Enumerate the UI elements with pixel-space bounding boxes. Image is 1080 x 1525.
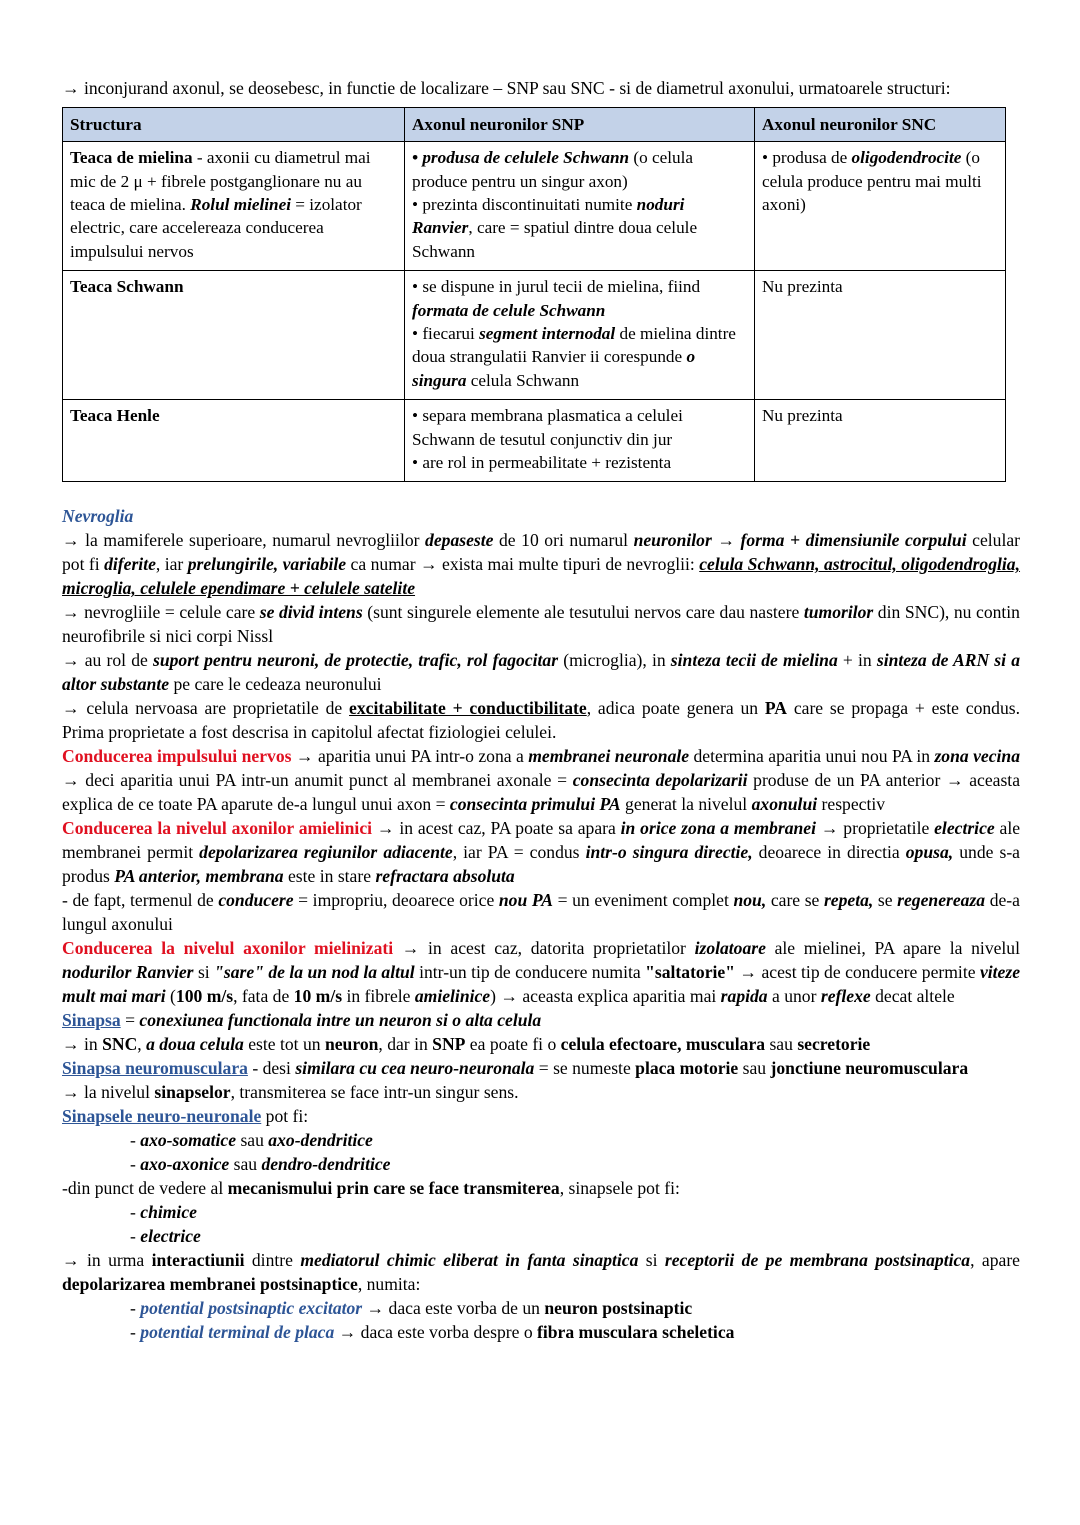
cell-text: Nu prezinta xyxy=(762,406,843,426)
emph-dendro-dendritice: dendro-dendritice xyxy=(261,1154,391,1175)
emph-receptorii: receptorii de pe membrana postsinaptica xyxy=(664,1250,971,1271)
body-text: ale mielinei, PA apare la nivelul xyxy=(765,938,1020,959)
emph-pa-anterior: PA anterior, membrana xyxy=(114,866,284,887)
emph-celula-efectoare: celula efectoare, musculara xyxy=(560,1034,766,1055)
intro-text: inconjurand axonul, se deosebesc, in functie de localizare – SNP sau SNC - si de diametrul axonului, urmatoarele structuri: xyxy=(79,77,951,98)
body-text: daca este vorba despre o xyxy=(360,1322,538,1343)
body-text: produse de un PA anterior xyxy=(747,770,946,791)
term-teaca-mielina: Teaca de mielina xyxy=(70,148,193,168)
emph-axo-axonice: axo-axonice xyxy=(140,1154,230,1175)
body-text: = xyxy=(120,1010,140,1031)
emph-conducere: conducere xyxy=(218,890,294,911)
body-text: , apare xyxy=(970,1250,1020,1271)
list-item xyxy=(62,1128,1020,1152)
body-text: de-a lungul axonului xyxy=(62,890,1020,935)
emph-axonului: axonului xyxy=(751,794,818,815)
body-text: determina aparitia unui nou PA in xyxy=(689,746,935,767)
cell-structura-henle xyxy=(63,400,405,482)
body-text: si xyxy=(638,1250,665,1271)
conducere-paragraph-4 xyxy=(62,936,1020,1008)
emph-sare-nod: "sare" de la un nod la altul xyxy=(214,962,415,983)
body-text: -din punct de vedere al xyxy=(62,1178,228,1199)
nevroglia-paragraph-3 xyxy=(62,648,1020,696)
arrow-glyph: → xyxy=(334,1322,361,1343)
emph-sinapselor: sinapselor xyxy=(154,1082,231,1103)
intro-paragraph xyxy=(62,76,1020,100)
body-text: celula nervoasa are proprietatile de xyxy=(79,698,350,719)
emph-secretorie: secretorie xyxy=(797,1034,871,1055)
body-text: (microglia), in xyxy=(558,650,671,671)
body-text: ea poate fi o xyxy=(465,1034,561,1055)
heading-nevroglia: Nevroglia xyxy=(62,506,134,527)
arrow-glyph: → xyxy=(62,77,80,98)
cell-text: Nu prezinta xyxy=(762,277,843,297)
cell-text: • separa membrana plasmatica a celulei Schwann de tesutul conjunctiv din jur xyxy=(412,406,683,449)
emph-opusa: opusa, xyxy=(905,842,954,863)
emph-amielinice: amielinice xyxy=(414,986,491,1007)
arrow-glyph: → xyxy=(62,1034,80,1055)
body-text: sau xyxy=(765,1034,798,1055)
emph-mecanismului: mecanismului prin care se face transmiterea xyxy=(227,1178,560,1199)
arrow-glyph: → xyxy=(62,650,80,671)
conducere-paragraph-3 xyxy=(62,888,1020,936)
cell-snc-mielina xyxy=(755,142,1006,271)
body-text: - de fapt, termenul de xyxy=(62,890,219,911)
emph-rol-suport: suport pentru neuroni, de protectie, trafic, rol fagocitar xyxy=(152,650,559,671)
cell-snc-henle xyxy=(755,400,1006,482)
emph-depolarizarea-regiunilor: depolarizarea regiunilor adiacente xyxy=(199,842,453,863)
term-noduri-ranvier: noduri Ranvier xyxy=(412,195,685,238)
body-text: sau xyxy=(229,1154,262,1175)
emph-saltatorie: "saltatorie" xyxy=(645,962,735,983)
cell-structura-schwann xyxy=(63,271,405,400)
emph-orice-zona: in orice zona a membranei xyxy=(620,818,816,839)
heading-sinapsele-neuro-neuronale: Sinapsele neuro-neuronale xyxy=(62,1106,262,1127)
cell-snp-henle xyxy=(405,400,755,482)
heading-conducerea-amielinici: Conducerea la nivelul axonilor amielinici xyxy=(62,818,373,839)
conducere-paragraph-1 xyxy=(62,744,1020,816)
emph-prelungirile: prelungirile, variabile xyxy=(187,554,347,575)
emph-viteze-mari: viteze mult mai mari xyxy=(62,962,1021,1007)
cell-text: • fiecarui xyxy=(412,323,480,343)
body-text: = un eveniment complet xyxy=(553,890,734,911)
emph-diferite: diferite xyxy=(104,554,156,575)
cell-snc-schwann xyxy=(755,271,1006,400)
emph-chimice: chimice xyxy=(140,1202,197,1223)
term-teaca-henle: Teaca Henle xyxy=(70,406,160,426)
emph-refractara-absoluta: refractara absoluta xyxy=(375,866,515,887)
cell-snp-mielina xyxy=(405,142,755,271)
emph-depolarizarea-postsinaptice: depolarizarea membranei postsinaptice xyxy=(62,1274,358,1295)
emph-reflexe: reflexe xyxy=(820,986,871,1007)
body-text: generat la nivelul xyxy=(620,794,752,815)
body-text: - desi xyxy=(247,1058,296,1079)
arrow-glyph: → xyxy=(420,554,438,575)
cell-text: • produsa de xyxy=(762,148,852,168)
body-text: respectiv xyxy=(817,794,886,815)
body-text: acest tip de conducere permite xyxy=(761,962,980,983)
body-text: exista mai multe tipuri de nevroglii: xyxy=(437,554,700,575)
sinapsa-paragraph-2 xyxy=(62,1032,1020,1056)
body-text: in fibrele xyxy=(342,986,415,1007)
body-text: sau xyxy=(738,1058,771,1079)
cell-snp-schwann xyxy=(405,271,755,400)
emph-regenereaza: regenereaza xyxy=(897,890,986,911)
body-text: unde s-a produs xyxy=(62,842,1020,887)
emph-conexiunea-functionala: conexiunea functionala intre un neuron si o alta celula xyxy=(139,1010,542,1031)
body-text: = impropriu, deoarece orice xyxy=(293,890,499,911)
structures-table xyxy=(62,107,1006,482)
emph-placa-motorie: placa motorie xyxy=(635,1058,739,1079)
emph-sinteza-mielina: sinteza tecii de mielina xyxy=(670,650,838,671)
arrow-glyph: → xyxy=(62,1250,80,1271)
list-item xyxy=(62,1296,1020,1320)
cell-text: (o celula produce pentru un singur axon) xyxy=(412,148,694,191)
sinapsa-definition xyxy=(62,1008,1020,1032)
body-text: a unor xyxy=(767,986,821,1007)
emph-depaseste: depaseste xyxy=(425,530,494,551)
term-teaca-schwann: Teaca Schwann xyxy=(70,277,184,297)
list-item xyxy=(62,1152,1020,1176)
emph-consecinta-depolarizarii: consecinta depolarizarii xyxy=(572,770,748,791)
emph-pa: PA xyxy=(764,698,788,719)
emph-sinteza-arn: sinteza de ARN si a altor substante xyxy=(62,650,1020,695)
body-text: , sinapsele pot fi: xyxy=(559,1178,680,1199)
conducere-paragraph-2 xyxy=(62,816,1020,888)
emph-zona-vecina: zona vecina xyxy=(934,746,1021,767)
emph-membranei-neuronale: membranei neuronale xyxy=(528,746,690,767)
table-header-row xyxy=(63,107,1006,141)
sinapsa-paragraph-4 xyxy=(62,1080,1020,1104)
arrow-glyph: → xyxy=(62,1082,80,1103)
cell-structura-mielina xyxy=(63,142,405,271)
emph-neuronilor: neuronilor xyxy=(633,530,712,551)
term-segment-internodal: segment internodal xyxy=(479,323,616,343)
body-text: aparitia unui PA intr-o zona a xyxy=(317,746,529,767)
arrow-glyph: → xyxy=(62,698,80,719)
emph-snc: SNC xyxy=(102,1034,138,1055)
sinapsa-neuromusculara-paragraph xyxy=(62,1056,1020,1080)
arrow-glyph: → xyxy=(372,818,400,839)
emph-axo-dendritice: axo-dendritice xyxy=(268,1130,373,1151)
mecanism-paragraph xyxy=(62,1176,1020,1200)
arrow-glyph: → xyxy=(945,770,964,791)
body-text: , transmiterea se face intr-un singur sens. xyxy=(230,1082,519,1103)
emph-neuron: neuron xyxy=(324,1034,379,1055)
arrow-glyph: → xyxy=(735,962,762,983)
emph-consecinta-primului-pa: consecinta primului PA xyxy=(449,794,621,815)
body-text: se xyxy=(873,890,898,911)
body-text: aceasta explica aparitia mai xyxy=(517,986,721,1007)
body-text: dintre xyxy=(244,1250,301,1271)
list-item xyxy=(62,1320,1020,1344)
body-text: , xyxy=(137,1034,147,1055)
cell-text: celula Schwann xyxy=(466,370,580,390)
body-text: ) xyxy=(490,986,501,1007)
body-text: , dar in xyxy=(378,1034,433,1055)
dash-glyph: - xyxy=(130,1130,141,1151)
bullet-produsa-schwann: • produsa de celulele Schwann xyxy=(412,148,630,168)
body-text: pe care le cedeaza neuronului xyxy=(169,674,382,695)
body-text: in urma xyxy=(79,1250,152,1271)
cell-text: • are rol in permeabilitate + rezistenta xyxy=(412,452,672,472)
section-nevroglia xyxy=(62,504,1020,744)
nevroglia-paragraph-2 xyxy=(62,600,1020,648)
body-text: in acest caz, datorita proprietatilor xyxy=(428,938,695,959)
interactiune-paragraph xyxy=(62,1248,1020,1296)
emph-intr-o-singura-directie: intr-o singura directie, xyxy=(585,842,753,863)
arrow-glyph: → xyxy=(711,530,741,551)
term-formata-celule-schwann: formata de celule Schwann xyxy=(412,300,606,320)
emph-forma-dimensiuni: forma + dimensiunile corpului xyxy=(740,530,967,551)
dash-glyph: - xyxy=(130,1202,141,1223)
body-text: intr-un tip de conducere numita xyxy=(414,962,646,983)
body-text: sau xyxy=(236,1130,269,1151)
arrow-glyph: → xyxy=(362,1298,389,1319)
emph-similara: similara cu cea neuro-neuronala xyxy=(295,1058,535,1079)
value-100ms: 100 m/s xyxy=(175,986,234,1007)
heading-sinapsa-neuromusculara: Sinapsa neuromusculara xyxy=(62,1058,248,1079)
body-text: ( xyxy=(165,986,176,1007)
body-text: celular pot fi xyxy=(62,530,1020,575)
body-text: daca este vorba de un xyxy=(388,1298,545,1319)
body-text: de 10 ori numarul xyxy=(493,530,634,551)
emph-izolatoare: izolatoare xyxy=(694,938,766,959)
emph-fibra-musculara: fibra musculara scheletica xyxy=(537,1322,735,1343)
list-item xyxy=(62,1200,1020,1224)
section-sinapsa xyxy=(62,1008,1020,1344)
arrow-glyph: → xyxy=(62,602,80,623)
body-text: deci aparitia unui PA intr-un anumit punct al membranei axonale = xyxy=(85,770,573,791)
emph-electrice: electrice xyxy=(934,818,995,839)
cell-text: = izolator electric, care accelereaza conducerea impulsului nervos xyxy=(70,195,362,261)
body-text: proprietatile xyxy=(843,818,935,839)
term-oligodendrocite: oligodendrocite xyxy=(851,148,962,168)
emph-repeta: repeta, xyxy=(823,890,874,911)
heading-conducerea-mielinizati: Conducerea la nivelul axonilor mielinizati xyxy=(62,938,394,959)
cell-text: , care = spatiul dintre doua celule Schwann xyxy=(412,218,698,261)
cell-text: de mielina dintre doua strangulatii Ranvier ii corespunde xyxy=(412,323,736,367)
table-row xyxy=(63,142,1006,271)
body-text: + in xyxy=(837,650,877,671)
emph-noduri-ranvier: nodurilor Ranvier xyxy=(62,962,194,983)
body-text: in acest caz, PA poate sa apara xyxy=(399,818,621,839)
emph-nou-pa: nou PA xyxy=(498,890,554,911)
body-text: , fata de xyxy=(233,986,294,1007)
table-header-snc: Axonul neuronilor SNC xyxy=(755,107,1006,141)
body-text: , iar xyxy=(155,554,188,575)
emph-potential-excitator: potential postsinaptic excitator xyxy=(140,1298,363,1319)
emph-tumorilor: tumorilor xyxy=(803,602,874,623)
arrow-glyph: → xyxy=(816,818,844,839)
list-item xyxy=(62,1224,1020,1248)
emph-interactiunii: interactiunii xyxy=(151,1250,245,1271)
body-text: este in stare xyxy=(283,866,376,887)
term-rolul-mielinei: Rolul mielinei xyxy=(190,195,291,215)
arrow-glyph: → xyxy=(500,986,518,1007)
body-text: ca numar xyxy=(346,554,420,575)
body-text: si xyxy=(193,962,215,983)
body-text: , iar PA = condus xyxy=(452,842,586,863)
body-text: nevrogliile = celule care xyxy=(79,602,260,623)
emph-snp: SNP xyxy=(432,1034,466,1055)
emph-potential-terminal-placa: potential terminal de placa xyxy=(140,1322,335,1343)
body-text: (sunt singurele elemente ale tesutului nervos care dau nastere xyxy=(362,602,804,623)
body-text: din SNC), nu contin neurofibrile si nici corpi Nissl xyxy=(62,602,1020,647)
dash-glyph: - xyxy=(130,1154,141,1175)
body-text: aceasta explica de ce toate PA aparute de-a lungul unui axon = xyxy=(62,770,1021,815)
heading-conducerea-impulsului: Conducerea impulsului nervos xyxy=(62,746,292,767)
section-conducere xyxy=(62,744,1020,1008)
document-content xyxy=(62,58,1020,1344)
cell-text: • se dispune in jurul tecii de mielina, fiind xyxy=(412,277,701,297)
arrow-glyph: → xyxy=(62,770,86,791)
heading-sinapsa: Sinapsa xyxy=(62,1010,121,1031)
body-text: este tot un xyxy=(243,1034,325,1055)
body-text: care se propaga + este condus. Prima proprietate a fost descrisa in capitolul afectat fiziologiei celulei. xyxy=(62,698,1021,743)
nevroglia-paragraph-4 xyxy=(62,696,1020,744)
cell-text: (o celula produce pentru mai multi axoni) xyxy=(762,148,982,215)
arrow-glyph: → xyxy=(393,938,429,959)
body-text: in xyxy=(79,1034,103,1055)
dash-glyph: - xyxy=(130,1298,141,1319)
emph-electrice: electrice xyxy=(140,1226,201,1247)
body-text: au rol de xyxy=(79,650,153,671)
dash-glyph: - xyxy=(130,1322,141,1343)
emph-excitabilitate: excitabilitate + conductibilitate xyxy=(349,698,587,719)
emph-jonctiune: jonctiune neuromusculara xyxy=(770,1058,969,1079)
body-text: la nivelul xyxy=(79,1082,155,1103)
emph-neuron-postsinaptic: neuron postsinaptic xyxy=(544,1298,693,1319)
sinapse-neuro-neuronale-line xyxy=(62,1104,1020,1128)
emph-axo-somatice: axo-somatice xyxy=(140,1130,237,1151)
table-header-snp: Axonul neuronilor SNP xyxy=(405,107,755,141)
table-row xyxy=(63,400,1006,482)
arrow-glyph: → xyxy=(291,746,318,767)
body-text: , adica poate genera un xyxy=(586,698,765,719)
table-header-structura: Structura xyxy=(63,107,405,141)
emph-a-doua-celula: a doua celula xyxy=(146,1034,244,1055)
emph-rapida: rapida xyxy=(720,986,768,1007)
nevroglia-paragraph-1 xyxy=(62,528,1020,600)
emph-mediatorul-chimic: mediatorul chimic eliberat in fanta sinaptica xyxy=(300,1250,639,1271)
emph-se-divid-intens: se divid intens xyxy=(259,602,363,623)
body-text: , numita: xyxy=(357,1274,421,1295)
body-text: = se numeste xyxy=(534,1058,636,1079)
dash-glyph: - xyxy=(130,1226,141,1247)
term-o-singura: o singura xyxy=(412,347,696,390)
cell-text: • prezinta discontinuitati numite xyxy=(412,195,637,215)
cell-text: - axonii cu diametrul mai mic de 2 μ + fibrele postganglionare nu au teaca de mielina. xyxy=(70,148,371,215)
emph-nou: nou, xyxy=(733,890,767,911)
body-text: pot fi: xyxy=(261,1106,309,1127)
value-10ms: 10 m/s xyxy=(293,986,343,1007)
emph-tipuri-nevroglii: celula Schwann, astrocitul, oligodendroglia, microglia, celulele ependimare + celulele satelite xyxy=(62,554,1021,599)
body-text: deoarece in directia xyxy=(752,842,906,863)
body-text: decat altele xyxy=(870,986,955,1007)
body-text: la mamiferele superioare, numarul nevrogliilor xyxy=(79,530,426,551)
body-text: care se xyxy=(766,890,824,911)
body-text: ale membranei permit xyxy=(62,818,1021,863)
arrow-glyph: → xyxy=(62,530,80,551)
table-row xyxy=(63,271,1006,400)
